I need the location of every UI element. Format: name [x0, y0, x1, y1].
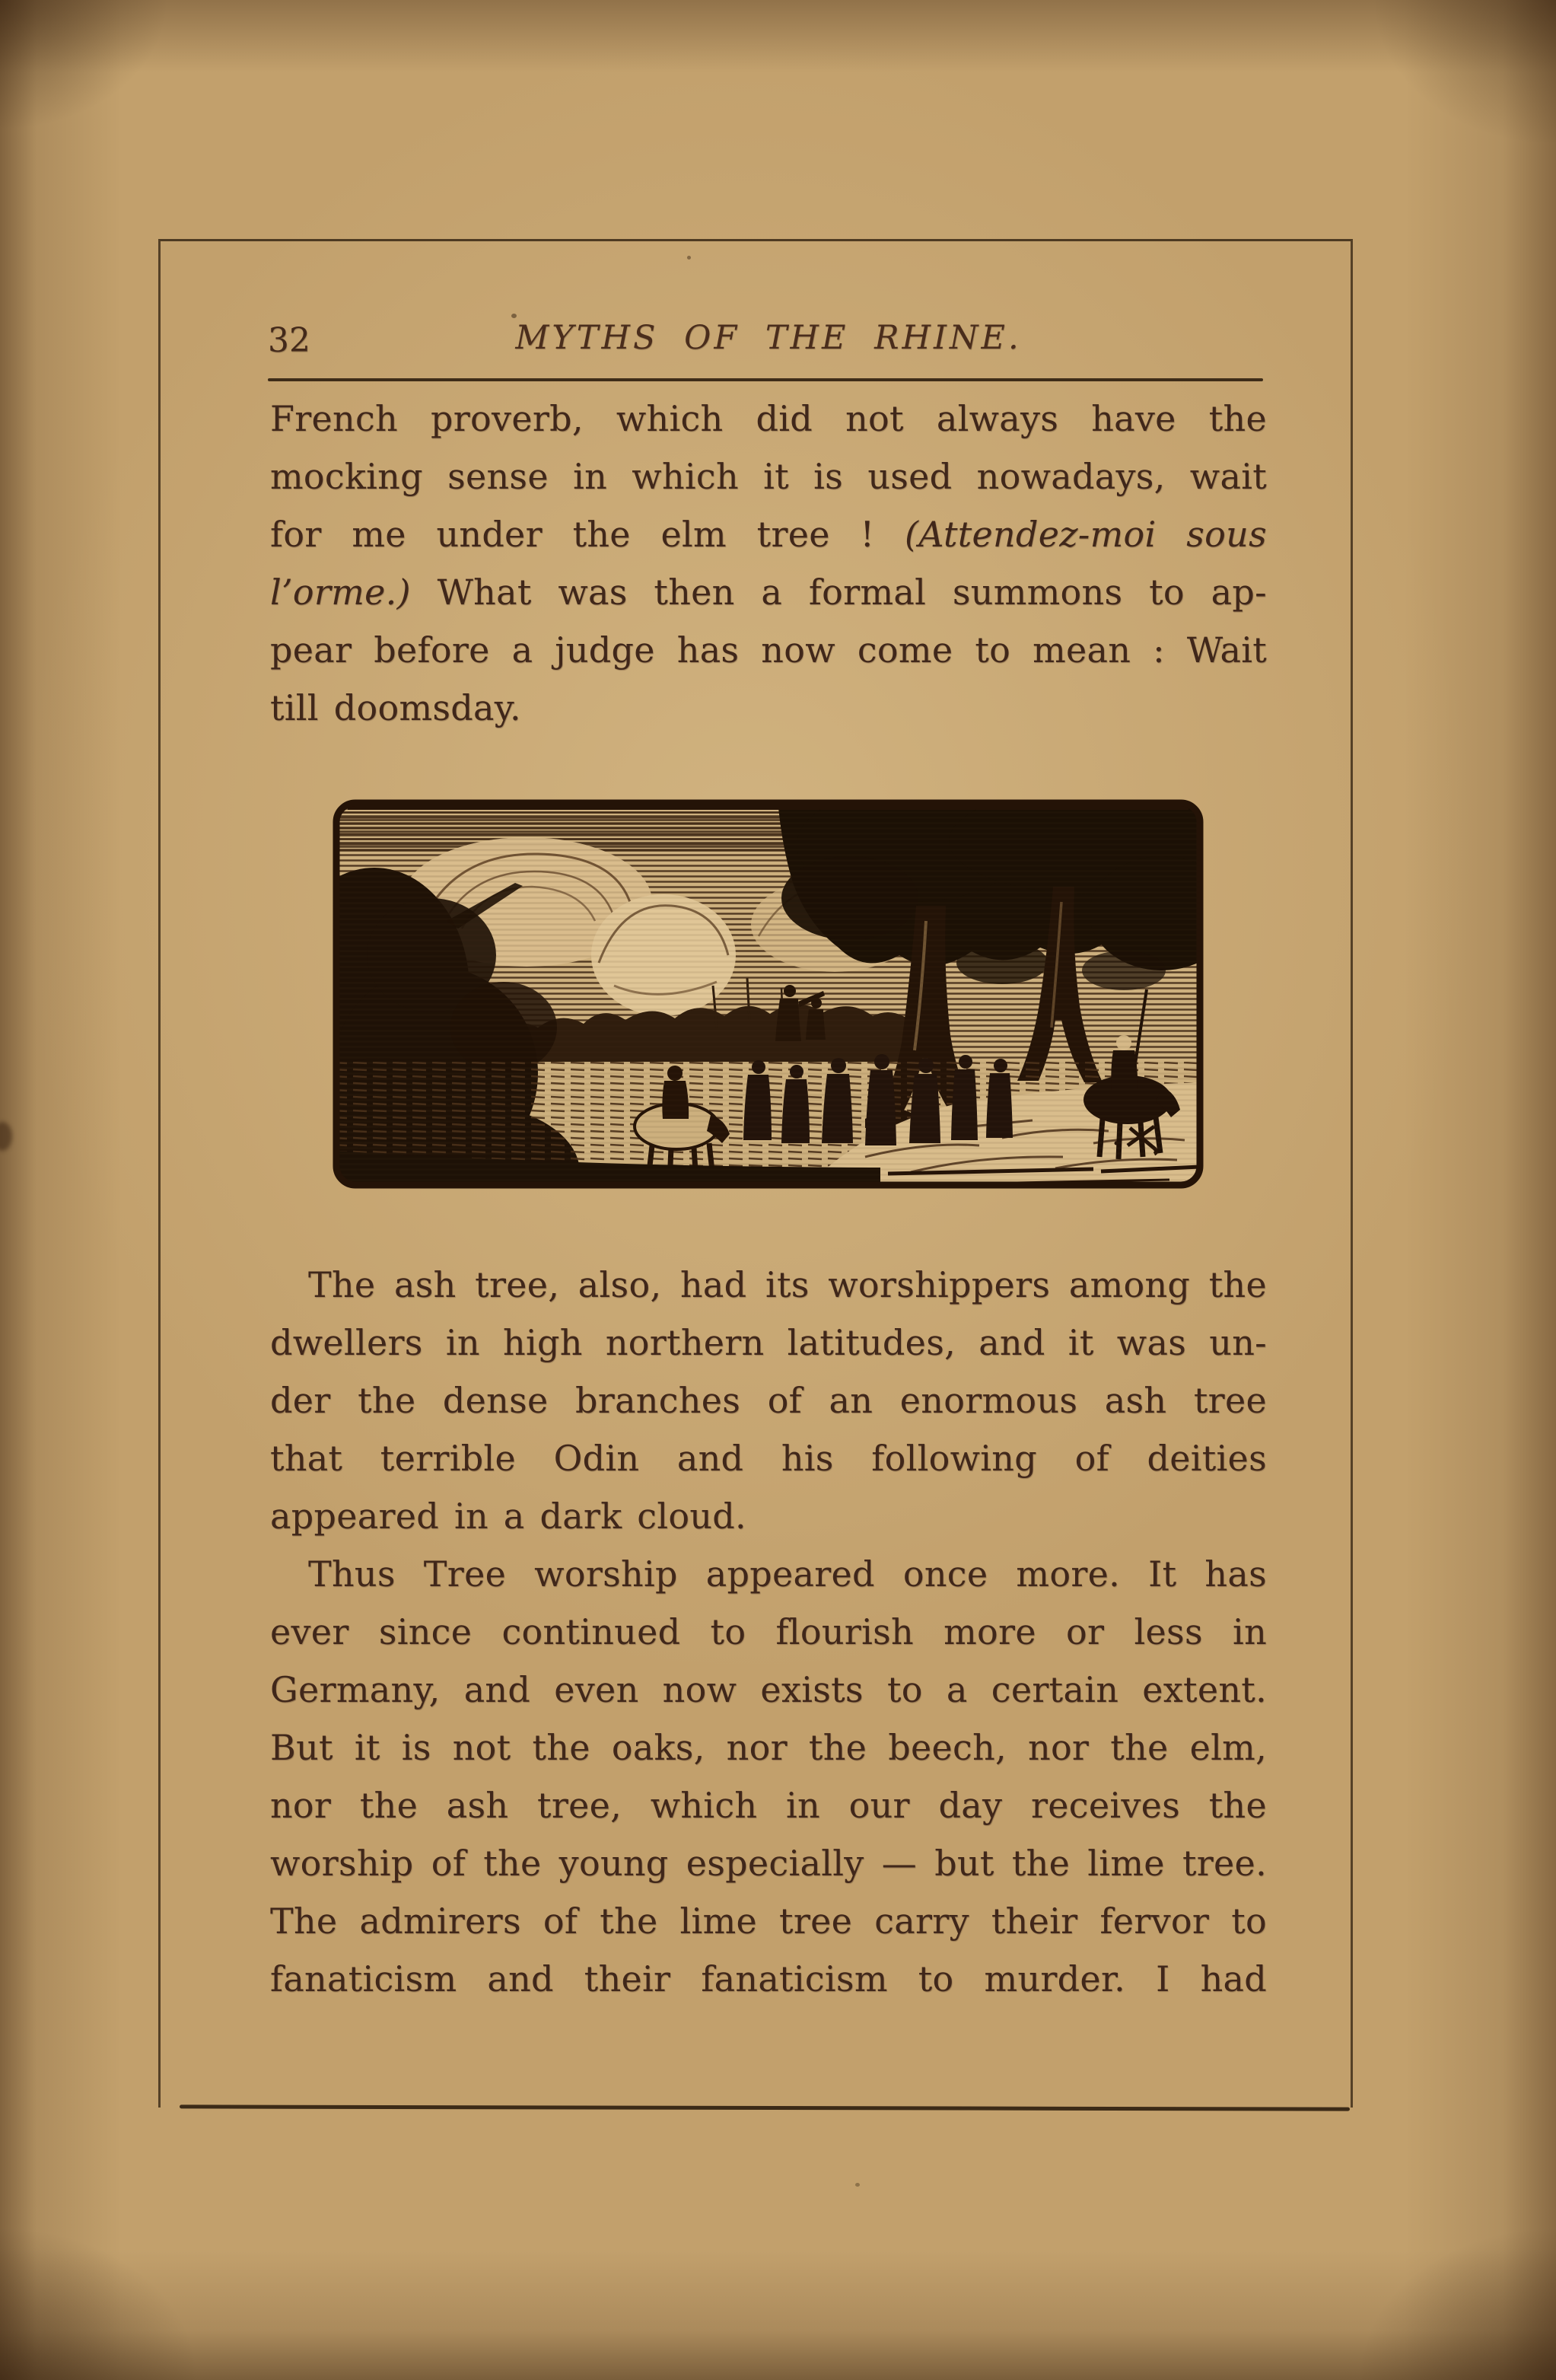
header-rule [268, 378, 1263, 381]
text-line [270, 1372, 1267, 1429]
italic-text-run: (Attendez-moi sous [905, 514, 1267, 555]
text-run: mocking sense in which it is used nowadays, wait [270, 456, 1267, 497]
text-line [270, 1776, 1267, 1834]
text-run: pear before a judge has now come to mean : Wait [270, 629, 1267, 671]
text-line [270, 1950, 1267, 2008]
text-line [270, 448, 1267, 505]
paragraph-ash-tree [270, 1256, 1267, 1545]
page-number: 32 [268, 321, 310, 360]
text-run: dwellers in high northern latitudes, and it was un- [270, 1322, 1267, 1363]
page-edge-smudge [0, 1122, 12, 1151]
text-run: that terrible Odin and his following of deities [270, 1438, 1267, 1479]
text-line [270, 1719, 1267, 1776]
paper-speck [511, 314, 517, 318]
text-line [270, 563, 1267, 621]
text-line [270, 1834, 1267, 1892]
text-line [270, 1603, 1267, 1661]
text-run: What was then a formal summons to ap- [410, 572, 1267, 613]
text-line [270, 505, 1267, 563]
text-run: Thus Tree worship appeared once more. It has [308, 1553, 1267, 1595]
text-line [270, 1545, 1267, 1603]
paper-speck [687, 256, 691, 260]
text-run: for me under the elm tree ! [270, 514, 905, 555]
paragraph-french-proverb [270, 390, 1267, 737]
text-line [270, 621, 1267, 679]
italic-text-run: l’orme.) [270, 572, 411, 613]
text-line [270, 390, 1267, 448]
paragraph-tree-worship [270, 1545, 1267, 2008]
text-run: But it is not the oaks, nor the beech, nor the elm, [270, 1727, 1267, 1768]
text-line [270, 679, 1267, 737]
text-run: The ash tree, also, had its worshippers among the [308, 1264, 1267, 1305]
text-line [270, 1661, 1267, 1719]
text-run: ever since continued to flourish more or less in [270, 1611, 1267, 1652]
text-line [270, 1892, 1267, 1950]
text-line [270, 1487, 1267, 1545]
running-header: MYTHS OF THE RHINE. [515, 319, 1022, 357]
text-run: Germany, and even now exists to a certain extent. [270, 1669, 1267, 1710]
engraving-texture-overlay [333, 799, 1204, 1189]
text-line [270, 1314, 1267, 1372]
text-run: The admirers of the lime tree carry their fervor to [270, 1900, 1267, 1942]
text-run: nor the ash tree, which in our day receives the [270, 1785, 1267, 1826]
paper-speck [855, 2183, 860, 2187]
text-run: der the dense branches of an enormous ash tree [270, 1380, 1267, 1421]
text-run: worship of the young especially — but the lime tree. [270, 1843, 1267, 1884]
text-run: fanaticism and their fanaticism to murder. I had [270, 1958, 1267, 1999]
text-line [270, 1429, 1267, 1487]
woodcut-illustration-svg [333, 799, 1204, 1189]
woodcut-illustration [333, 799, 1204, 1189]
text-line [270, 1256, 1267, 1314]
text-run: French proverb, which did not always have the [270, 398, 1267, 439]
text-run: appeared in a dark cloud. [270, 1496, 746, 1537]
text-run: till doomsday. [270, 687, 521, 728]
